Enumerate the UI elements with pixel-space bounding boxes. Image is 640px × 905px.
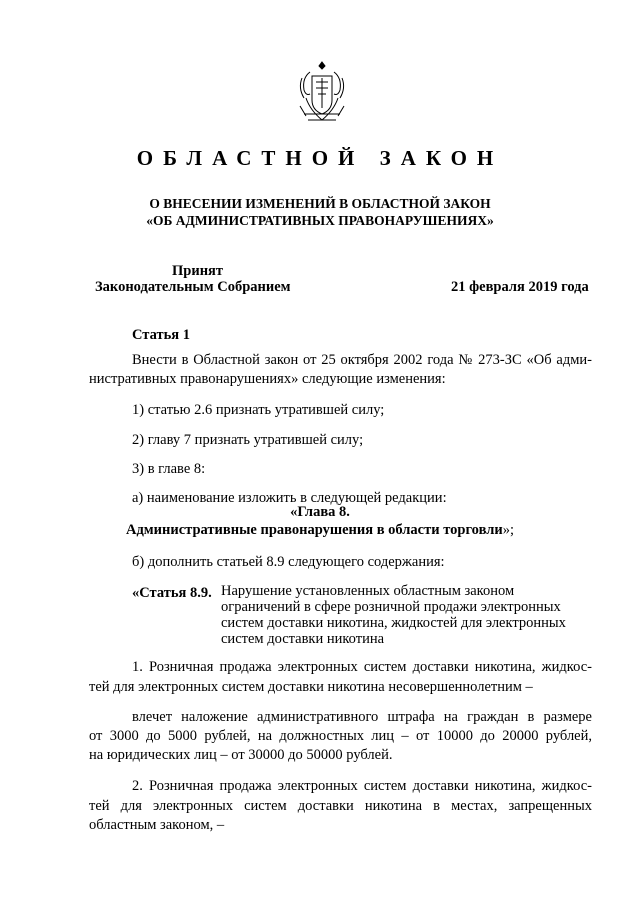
coat-of-arms-icon <box>296 58 348 128</box>
article-89-title-line1: Нарушение установленных областным законом <box>221 583 515 599</box>
part2-line3: областным законом, – <box>89 817 225 833</box>
chapter-heading: «Глава 8. <box>290 504 350 520</box>
list-item-2: 2) главу 7 признать утратившей силу; <box>132 432 364 448</box>
fine1-line2: от 3000 до 5000 рублей, на должностных лиц – от 10000 до 20000 рублей, <box>89 728 592 744</box>
law-title: ОБЛАСТНОЙ ЗАКОН <box>136 146 504 170</box>
list-item-1: 1) статью 2.6 признать утратившей силу; <box>132 402 385 418</box>
adopted-date: 21 февраля 2019 года <box>451 279 589 295</box>
fine1-line3: на юридических лиц – от 30000 до 50000 рублей. <box>89 747 393 763</box>
sub-item-a: а) наименование изложить в следующей редакции: <box>132 490 447 506</box>
article-89-label: «Статья 8.9. <box>132 585 212 601</box>
article-intro-line2: нистративных правонарушениях» следующие изменения: <box>89 371 446 387</box>
chapter-name-closing: »; <box>502 522 514 538</box>
article-intro-line1: Внести в Областной закон от 25 октября 2002 года № 273-ЗС «Об адми- <box>132 352 592 368</box>
adopted-by: Законодательным Собранием <box>95 279 291 295</box>
part2-line2: тей для электронных систем доставки никотина в местах, запрещенных <box>89 798 592 814</box>
law-subtitle-line1: О ВНЕСЕНИИ ИЗМЕНЕНИЙ В ОБЛАСТНОЙ ЗАКОН <box>149 196 491 211</box>
law-subtitle-line2: «ОБ АДМИНИСТРАТИВНЫХ ПРАВОНАРУШЕНИЯХ» <box>146 213 494 228</box>
chapter-name-text: Административные правонарушения в области торговли <box>126 522 503 538</box>
chapter-name <box>0 522 640 539</box>
fine1-line1: влечет наложение административного штрафа на граждан в размере <box>132 709 592 725</box>
part1-line2: тей для электронных систем доставки никотина несовершеннолетним – <box>89 679 533 695</box>
part1-line1: 1. Розничная продажа электронных систем доставки никотина, жидкос- <box>132 659 592 675</box>
article-heading: Статья 1 <box>132 327 190 343</box>
article-89-title-line3: систем доставки никотина, жидкостей для электронных <box>221 615 566 631</box>
sub-item-b: б) дополнить статьей 8.9 следующего содержания: <box>132 554 445 570</box>
adopted-label: Принят <box>172 263 224 279</box>
list-item-3: 3) в главе 8: <box>132 461 206 477</box>
part2-line1: 2. Розничная продажа электронных систем доставки никотина, жидкос- <box>132 778 592 794</box>
article-89-title-line2: ограничений в сфере розничной продажи электронных <box>221 599 561 615</box>
article-89-title-line4: систем доставки никотина <box>221 631 385 647</box>
